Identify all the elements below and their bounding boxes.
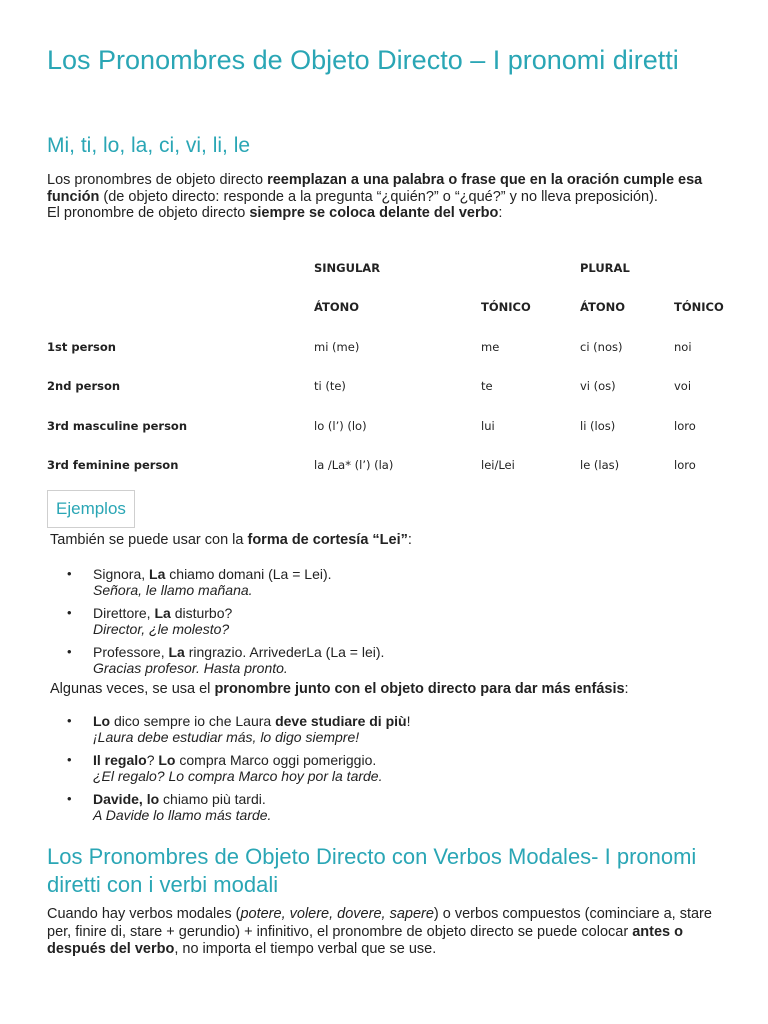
list-item: • Direttore, La disturbo? Director, ¿le molesto?: [47, 605, 384, 637]
table-cell: loro: [674, 458, 696, 473]
bullet-icon: •: [67, 566, 72, 581]
translation: Gracias profesor. Hasta pronto.: [93, 660, 288, 676]
table-column-header-row: [47, 288, 734, 328]
courtesy-example-list: [47, 566, 384, 683]
intro-paragraph-2: El pronombre de objeto directo siempre se coloca delante del verbo:: [47, 205, 503, 221]
bullet-icon: •: [67, 752, 72, 767]
table-cell: [47, 288, 314, 328]
translation: Señora, le llamo mañana.: [93, 582, 253, 598]
ejemplos-heading-box: [47, 490, 135, 528]
table-cell: ci (nos): [580, 339, 623, 354]
table-cell: [481, 248, 580, 288]
translation: Director, ¿le molesto?: [93, 621, 230, 637]
table-cell: li (los): [580, 418, 616, 433]
table-group-header-row: [47, 248, 734, 288]
table-cell: ÁTONO: [580, 300, 626, 315]
table-cell: lui: [481, 418, 495, 433]
table-cell: 2nd person: [47, 379, 121, 394]
courtesy-intro: También se puede usar con la forma de cortesía “Lei”:: [50, 532, 412, 548]
page-title: Los Pronombres de Objeto Directo – I pronomi diretti: [47, 45, 679, 75]
list-item: • Il regalo? Lo compra Marco oggi pomeriggio. ¿El regalo? Lo compra Marco hoy por la tarde.: [47, 752, 410, 784]
table-cell: [674, 248, 734, 288]
translation: ¿El regalo? Lo compra Marco hoy por la tarde.: [93, 768, 383, 784]
table-cell: vi (os): [580, 379, 616, 394]
table-cell: ti (te): [314, 379, 346, 394]
table-cell: loro: [674, 418, 696, 433]
table-cell: le (las): [580, 458, 620, 473]
section-title-modal-verbs: Los Pronombres de Objeto Directo con Verbos Modales- I pronomi diretti con i verbi modali: [47, 844, 697, 897]
translation: A Davide lo llamo más tarde.: [93, 807, 272, 823]
ejemplos-heading: Ejemplos: [56, 499, 126, 518]
table-cell: ÁTONO: [314, 300, 360, 315]
table-cell: me: [481, 339, 500, 354]
table-row: [47, 367, 734, 407]
emphasis-intro: Algunas veces, se usa el pronombre junto con el objeto directo para dar más enfásis:: [50, 681, 629, 697]
table-cell: [47, 248, 314, 288]
pronoun-table: [47, 248, 734, 485]
table-cell: 1st person: [47, 339, 116, 354]
table-cell: voi: [674, 379, 692, 394]
modal-verbs-paragraph: Cuando hay verbos modales (potere, volere, dovere, sapere) o verbos compuestos (cominciare a, stare per, finire di, stare + gerundio) + infinitivo, el pronombre de objeto directo se puede colocar antes o después del verbo, no importa el tiempo verbal que se use.: [47, 906, 712, 957]
list-item: • Davide, lo chiamo più tardi. A Davide lo llamo más tarde.: [47, 791, 410, 823]
list-item: • Lo dico sempre io che Laura deve studiare di più! ¡Laura debe estudiar más, lo digo siempre!: [67, 713, 411, 745]
list-item: • Professore, La ringrazio. ArrivederLa (La = lei). Gracias profesor. Hasta pronto.: [67, 644, 385, 676]
table-row: [47, 327, 734, 367]
table-cell: te: [481, 379, 493, 394]
bullet-icon: •: [67, 644, 72, 659]
bullet-icon: •: [67, 713, 72, 728]
list-item: • Signora, La chiamo domani (La = Lei). Señora, le llamo mañana.: [47, 566, 384, 598]
translation: ¡Laura debe estudiar más, lo digo siempre!: [93, 729, 360, 745]
emphasis-example-list: [47, 713, 410, 830]
intro-paragraph-1: Los pronombres de objeto directo reemplazan a una palabra o frase que en la oración cumple esa función (de objeto directo: responde a la pregunta “¿quién?” o “¿qué?” y no lleva preposición).: [47, 172, 703, 205]
table-cell: PLURAL: [580, 260, 630, 275]
table-cell: TÓNICO: [481, 300, 531, 315]
table-cell: la /La* (l’) (la): [314, 458, 394, 473]
table-cell: lo (l’) (lo): [314, 418, 367, 433]
table-cell: 3rd feminine person: [47, 458, 179, 473]
bullet-icon: •: [67, 791, 72, 806]
table-cell: SINGULAR: [314, 260, 381, 275]
intro-text: [47, 172, 737, 222]
table-cell: lei/Lei: [481, 458, 515, 473]
table-row: [47, 446, 734, 486]
pronoun-subtitle: Mi, ti, lo, la, ci, vi, li, le: [47, 134, 251, 157]
table-cell: TÓNICO: [674, 300, 724, 315]
table-row: [47, 406, 734, 446]
table-cell: 3rd masculine person: [47, 418, 188, 433]
bullet-icon: •: [67, 605, 72, 620]
table-cell: noi: [674, 339, 692, 354]
table-cell: mi (me): [314, 339, 360, 354]
